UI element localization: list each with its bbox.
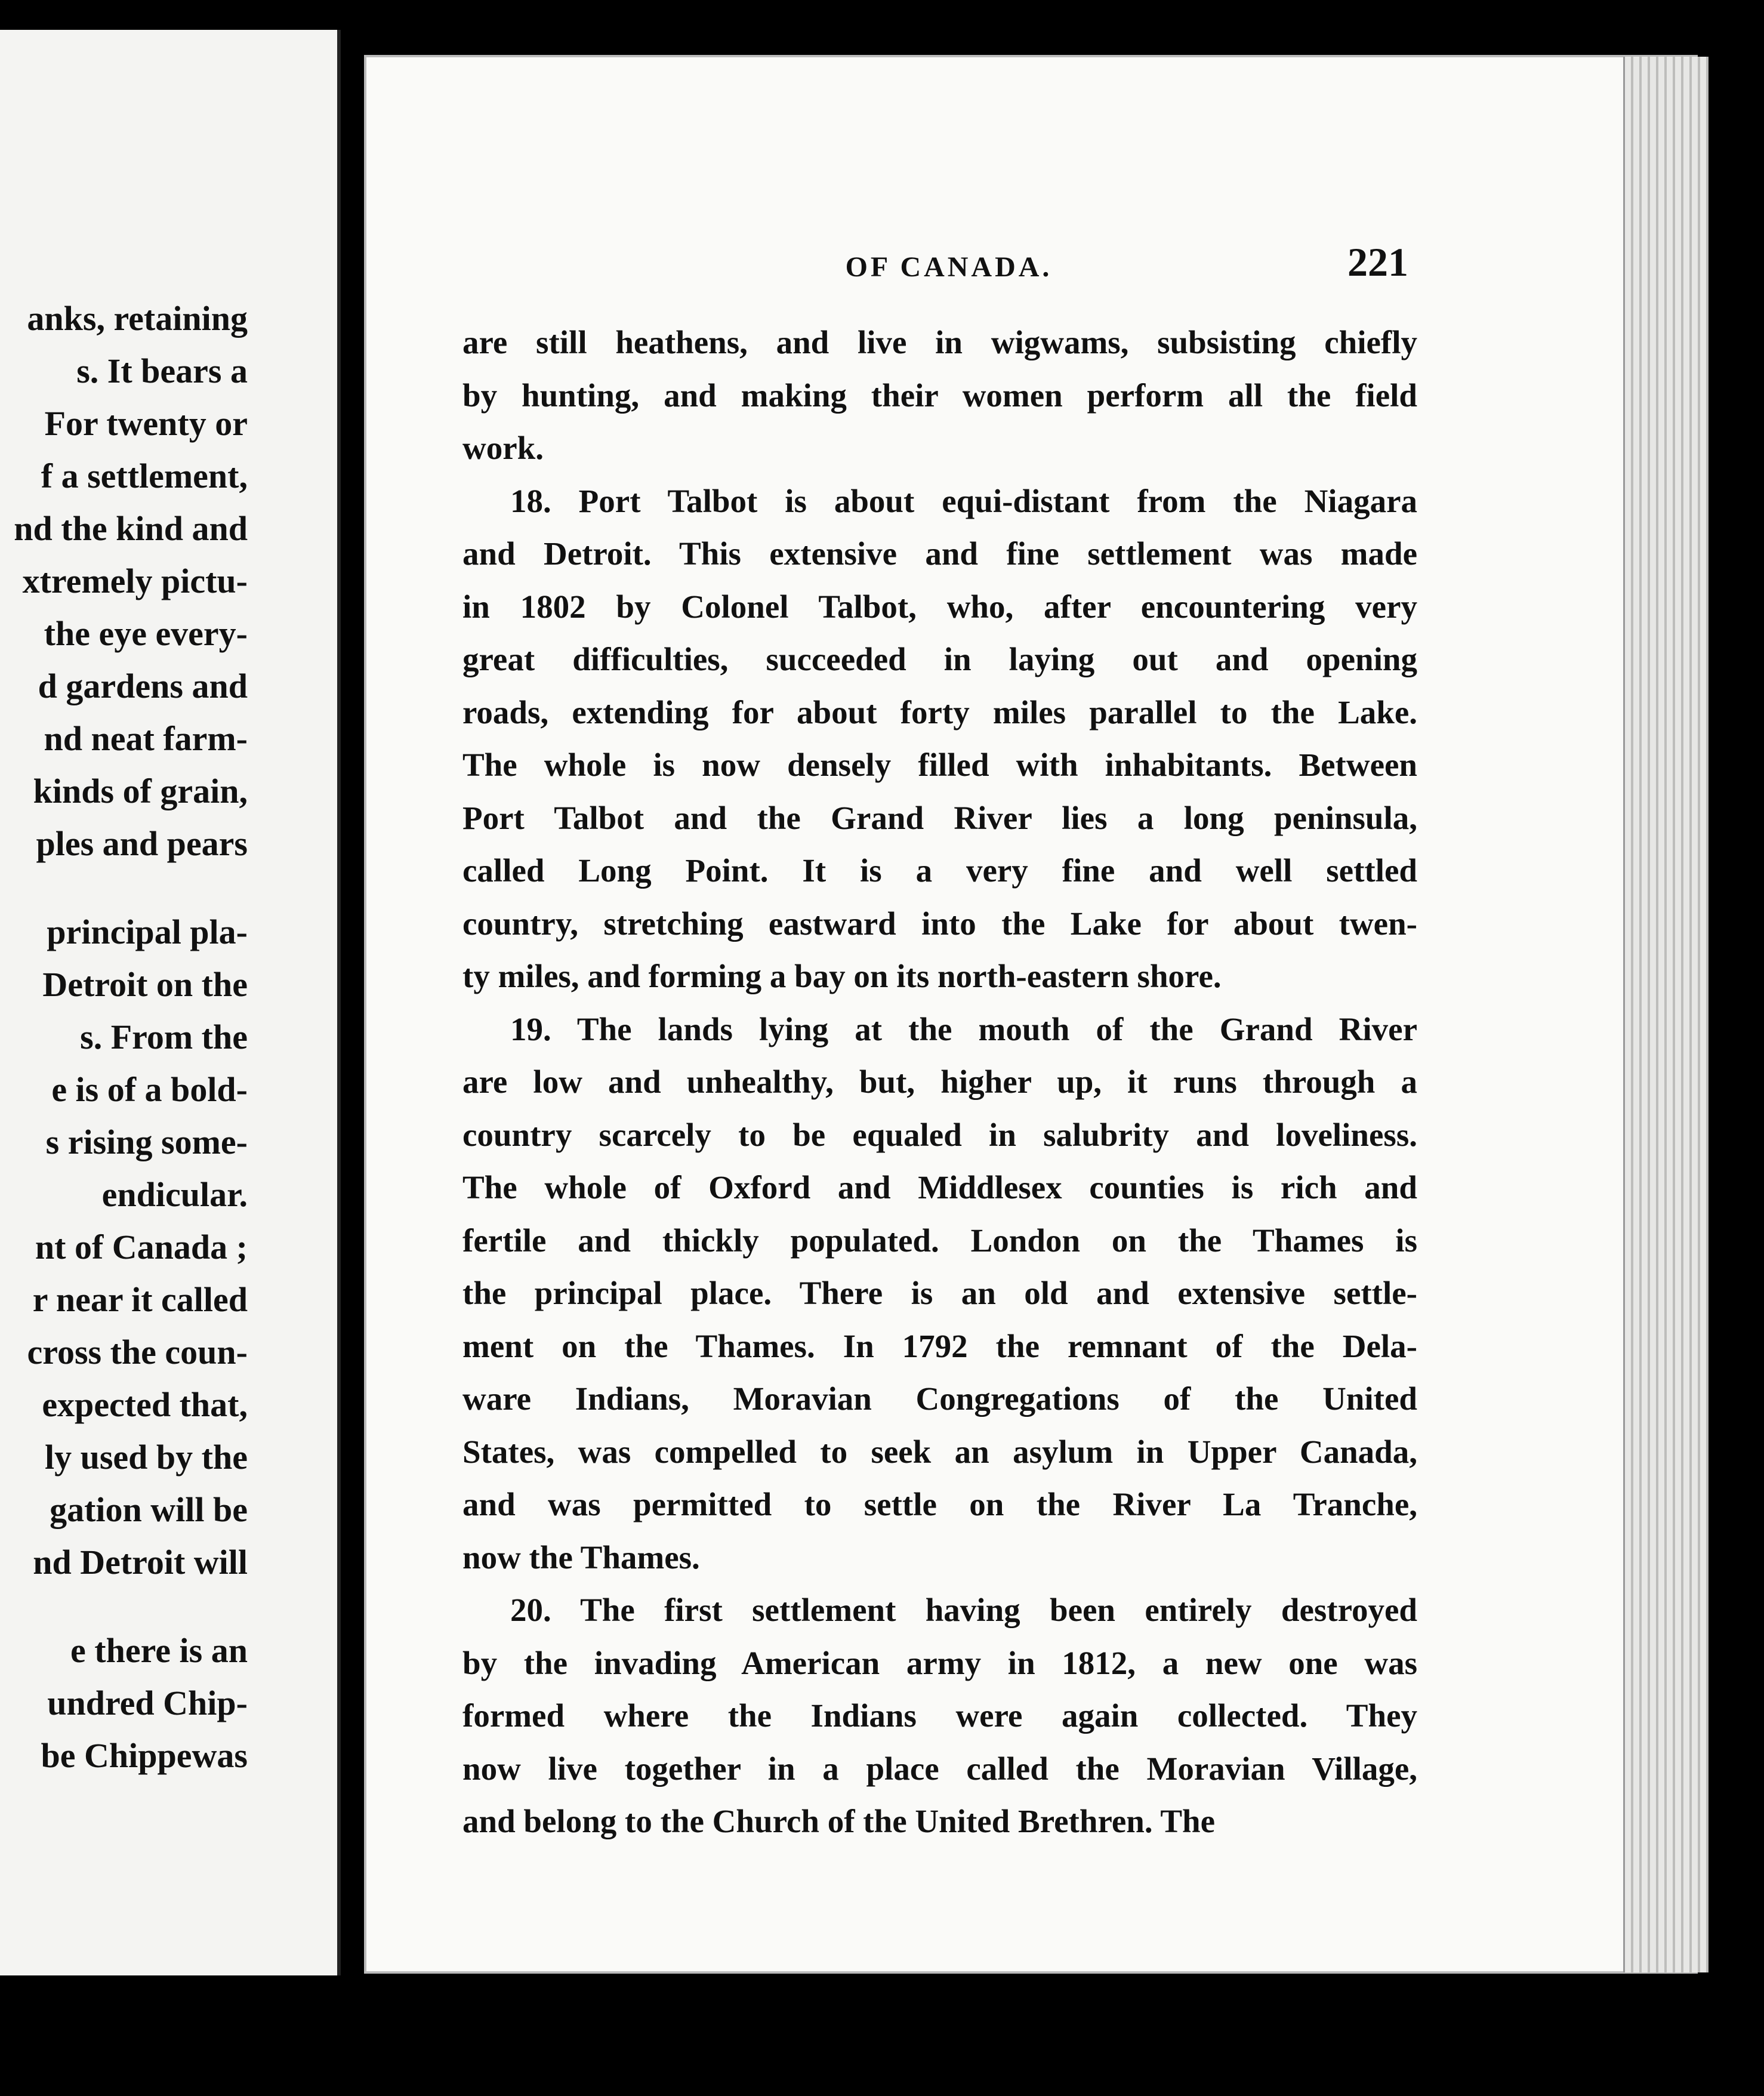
page-edges bbox=[1623, 57, 1709, 1972]
left-page-line: nd Detroit will bbox=[33, 1543, 248, 1582]
paragraph bbox=[462, 1003, 1417, 1585]
running-head-title: OF CANADA. bbox=[845, 251, 1053, 283]
text-line: by the invading American army in 1812, a new one was bbox=[462, 1644, 1417, 1681]
text-line: roads, extending for about forty miles parallel to the Lake. bbox=[462, 693, 1417, 730]
paragraph bbox=[462, 475, 1417, 1003]
text-line: the principal place. There is an old and extensive settle- bbox=[462, 1275, 1417, 1311]
text-line: States, was compelled to seek an asylum in Upper Canada, bbox=[462, 1433, 1417, 1470]
left-page-line: s. It bears a bbox=[76, 352, 248, 390]
text-line: and Detroit. This extensive and fine settlement was made bbox=[462, 535, 1417, 572]
text-line: now the Thames. bbox=[462, 1539, 700, 1576]
text-line: 18. Port Talbot is about equi-distant from the Niagara bbox=[510, 482, 1417, 519]
left-page-line: nd neat farm- bbox=[44, 719, 248, 758]
text-line: Port Talbot and the Grand River lies a long peninsula, bbox=[462, 799, 1417, 836]
text-line: now live together in a place called the Moravian Village, bbox=[462, 1750, 1417, 1787]
left-page-line: For twenty or bbox=[44, 404, 248, 443]
left-page-line: cross the coun- bbox=[27, 1333, 248, 1371]
text-line: country scarcely to be equaled in salubrity and loveliness. bbox=[462, 1116, 1417, 1153]
text-line: The whole of Oxford and Middlesex counties is rich and bbox=[462, 1169, 1417, 1206]
text-line: by hunting, and making their women perform all the field bbox=[462, 377, 1417, 414]
left-page-line: principal pla- bbox=[47, 913, 248, 951]
text-line: ment on the Thames. In 1792 the remnant of the Dela- bbox=[462, 1327, 1417, 1364]
text-line: The whole is now densely filled with inhabitants. Between bbox=[462, 747, 1417, 783]
left-page-line: undred Chip- bbox=[47, 1684, 248, 1722]
text-line: are still heathens, and live in wigwams, subsisting chiefly bbox=[462, 324, 1417, 360]
left-page-gap bbox=[0, 870, 248, 906]
text-line: and belong to the Church of the United Brethren. The bbox=[462, 1803, 1216, 1839]
left-page-line: d gardens and bbox=[38, 667, 248, 705]
paragraph bbox=[462, 1584, 1417, 1848]
running-head bbox=[471, 239, 1426, 292]
text-line: great difficulties, succeeded in laying out and opening bbox=[462, 641, 1417, 677]
text-line: and was permitted to settle on the River La Tranche, bbox=[462, 1486, 1417, 1522]
text-line: ty miles, and forming a bay on its north-eastern shore. bbox=[462, 958, 1222, 994]
left-page-line: Detroit on the bbox=[42, 965, 248, 1004]
left-page-text bbox=[0, 292, 248, 1782]
left-page-line: nd the kind and bbox=[14, 509, 248, 548]
left-page-line: e there is an bbox=[70, 1631, 248, 1670]
left-page-line: endicular. bbox=[101, 1175, 248, 1214]
left-page-line: gation will be bbox=[50, 1490, 248, 1529]
page-number: 221 bbox=[1347, 239, 1408, 285]
left-page-line: xtremely pictu- bbox=[22, 562, 248, 600]
text-line: formed where the Indians were again collected. They bbox=[462, 1697, 1417, 1734]
left-page-line: e is of a bold- bbox=[51, 1070, 248, 1109]
left-page-line: r near it called bbox=[32, 1280, 248, 1319]
text-line: are low and unhealthy, but, higher up, it runs through a bbox=[462, 1064, 1417, 1100]
text-line: country, stretching eastward into the Lake for about twen- bbox=[462, 905, 1417, 942]
text-line: fertile and thickly populated. London on the Thames is bbox=[462, 1222, 1417, 1259]
left-page-line: the eye every- bbox=[44, 614, 248, 653]
left-page-line: nt of Canada ; bbox=[35, 1228, 248, 1266]
left-page-line: kinds of grain, bbox=[33, 772, 248, 810]
left-page-line: s rising some- bbox=[45, 1123, 248, 1161]
left-page-line: anks, retaining bbox=[27, 299, 248, 338]
text-line: work. bbox=[462, 430, 544, 466]
text-line: called Long Point. It is a very fine and well settled bbox=[462, 852, 1417, 889]
left-page-line: f a settlement, bbox=[41, 457, 248, 495]
text-line: 20. The first settlement having been entirely destroyed bbox=[510, 1592, 1417, 1628]
paragraph bbox=[462, 316, 1417, 475]
left-page-line: ples and pears bbox=[36, 824, 248, 863]
left-page-line: ly used by the bbox=[44, 1438, 248, 1477]
text-line: in 1802 by Colonel Talbot, who, after encountering very bbox=[462, 588, 1417, 625]
body-text bbox=[462, 316, 1417, 1848]
left-page-line: s. From the bbox=[80, 1018, 248, 1056]
left-page-gap bbox=[0, 1589, 248, 1625]
left-page-line: be Chippewas bbox=[41, 1736, 248, 1775]
left-page bbox=[0, 30, 341, 1975]
text-line: 19. The lands lying at the mouth of the Grand River bbox=[510, 1010, 1417, 1047]
text-line: ware Indians, Moravian Congregations of the United bbox=[462, 1380, 1417, 1417]
left-page-line: expected that, bbox=[42, 1385, 248, 1424]
